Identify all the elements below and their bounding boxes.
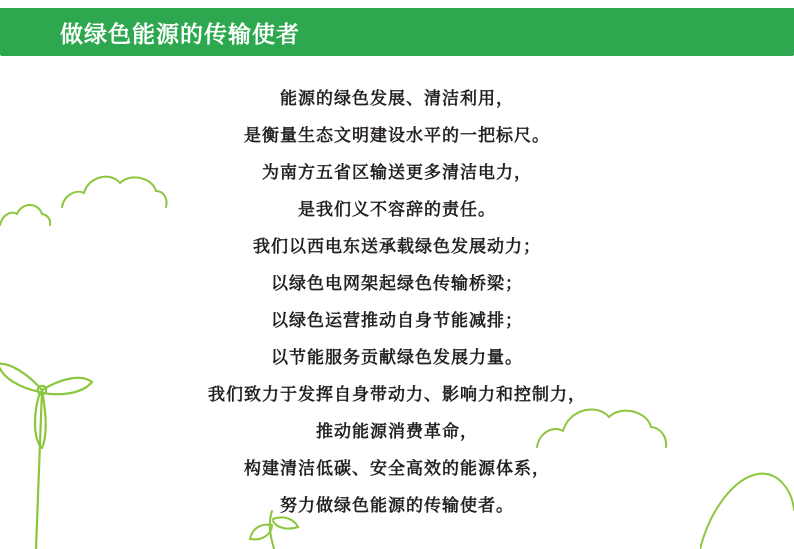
poem-line: 以绿色运营推动自身节能减排；: [271, 311, 523, 330]
poem-line: 能源的绿色发展、清洁利用，: [280, 89, 514, 108]
poem-line: 我们以西电东送承载绿色发展动力；: [253, 237, 541, 256]
page-header-bar: [0, 8, 794, 56]
poem-line: 是衡量生态文明建设水平的一把标尺。: [244, 126, 550, 145]
poem-line: 以节能服务贡献绿色发展力量。: [271, 348, 523, 367]
poem-line: 努力做绿色能源的传输使者。: [280, 496, 514, 515]
poem-line: 构建清洁低碳、安全高效的能源体系，: [244, 459, 550, 478]
page-title: 做绿色能源的传输使者: [60, 20, 300, 47]
poem-body: [0, 80, 794, 524]
poem-line: 推动能源消费革命，: [316, 422, 478, 441]
poem-line: 我们致力于发挥自身带动力、影响力和控制力，: [208, 385, 586, 404]
poem-line: 是我们义不容辞的责任。: [298, 200, 496, 219]
poem-line: 以绿色电网架起绿色传输桥梁；: [271, 274, 523, 293]
poem-line: 为南方五省区输送更多清洁电力，: [262, 163, 532, 182]
